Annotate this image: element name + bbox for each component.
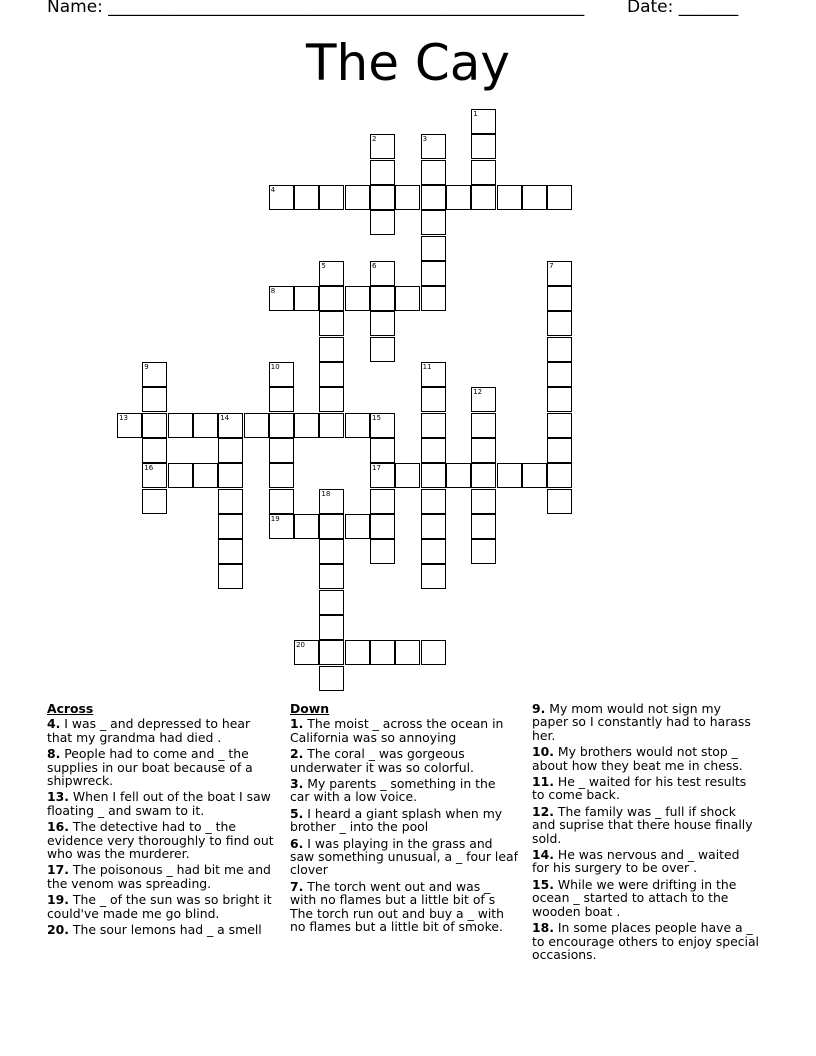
clue-number-label: 14 [220,413,230,422]
down-clue [290,717,518,744]
grid-cell[interactable] [269,286,294,311]
clue-number: 9. [532,701,546,716]
clue-number-label: 10 [270,363,280,371]
clue-number-label: 18 [321,489,331,498]
clue-text: My parents _ something in the car with a low voice. [290,776,496,805]
grid-cell[interactable] [218,463,243,488]
grid-cell[interactable] [421,185,446,210]
clue-number: 20. [47,922,69,938]
down-clue [532,805,760,845]
grid-cell[interactable] [421,236,446,261]
grid-cell[interactable] [497,185,522,210]
grid-cell[interactable] [319,286,344,311]
clue-text: He _ waited for his test results to come back. [532,774,747,803]
grid-cell[interactable] [193,463,218,488]
clue-text: The moist _ across the ocean in California was so annoying [290,716,504,745]
grid-cell[interactable] [395,286,420,311]
clue-text: While we were drifting in the ocean _ started to attach to the wooden boat . [532,876,737,919]
clue-number-label: 4 [270,185,276,194]
grid-cell[interactable] [269,438,294,463]
clue-number: 3. [290,776,304,792]
grid-cell[interactable] [421,413,446,438]
down-clue [532,848,760,875]
grid-cell[interactable] [522,463,547,488]
grid-cell[interactable] [319,337,344,362]
grid-cell[interactable] [142,362,167,387]
grid-cell[interactable] [142,489,167,514]
grid-cell[interactable] [547,413,572,438]
clue-number-label: 16 [144,464,154,473]
clue-number: 11. [532,774,554,790]
grid-cell[interactable] [319,539,344,564]
down-clue [290,807,518,834]
grid-cell[interactable] [421,640,446,665]
clue-text: The coral _ was gorgeous underwater it was so colorful. [290,746,474,775]
grid-cell[interactable] [294,640,319,665]
grid-cell[interactable] [421,210,446,235]
down-clue [290,777,518,804]
puzzle-title: The Cay [305,34,511,92]
grid-cell[interactable] [370,438,395,463]
clue-number-label: 19 [270,514,280,523]
clue-number-label: 5 [321,261,326,270]
grid-cell[interactable] [370,463,395,488]
grid-cell[interactable] [142,438,167,463]
clue-text: My brothers would not stop _ about how they beat me in chess. [532,744,743,773]
grid-cell[interactable] [370,261,395,286]
clue-text: My mom would not sign my paper so I constantly had to harass her. [532,701,751,743]
grid-cell[interactable] [370,160,395,185]
clue-number: 8. [47,746,61,762]
down-clue [532,745,760,772]
grid-cell[interactable] [471,109,496,134]
grid-cell[interactable] [421,160,446,185]
grid-cell[interactable] [547,185,572,210]
grid-cell[interactable] [370,413,395,438]
grid-cell[interactable] [142,413,167,438]
grid-cell[interactable] [370,311,395,336]
grid-cell[interactable] [269,463,294,488]
grid-cell[interactable] [370,134,395,159]
clue-number: 6. [290,835,304,851]
down-clue [532,921,760,961]
clue-number: 7. [290,878,304,894]
clue-number-label: 20 [296,641,306,650]
clue-column-across [47,702,275,940]
grid-cell[interactable] [370,539,395,564]
clue-text: The torch went out and was _ with no flames but a little bit of s The torch run out and buy a _ with no flames but a little bit of smoke. [290,878,505,935]
down-clue [532,878,760,918]
clue-text: The poisonous _ had bit me and the venom was spreading. [47,862,271,891]
grid-cell[interactable] [421,362,446,387]
grid-cell[interactable] [319,615,344,640]
clue-number: 13. [47,789,69,805]
grid-cell[interactable] [471,514,496,539]
grid-cell[interactable] [269,185,294,210]
grid-cell[interactable] [547,311,572,336]
clue-number: 1. [290,716,304,732]
grid-cell[interactable] [345,413,370,438]
across-clue [47,717,275,744]
down-clue-list-continued [532,702,760,961]
clue-number-label: 11 [422,363,432,371]
grid-cell[interactable] [142,463,167,488]
clue-number-label: 7 [549,261,554,270]
grid-cell[interactable] [421,134,446,159]
clue-number: 14. [532,847,554,863]
grid-cell[interactable] [497,463,522,488]
across-clue [47,790,275,817]
grid-cell[interactable] [218,539,243,564]
grid-cell[interactable] [547,286,572,311]
grid-cell[interactable] [294,185,319,210]
grid-cell[interactable] [319,185,344,210]
grid-cell[interactable] [446,463,471,488]
down-clue [290,747,518,774]
grid-cell[interactable] [395,463,420,488]
grid-cell[interactable] [547,261,572,286]
clue-text: I was _ and depressed to hear that my grandma had died . [47,716,251,745]
clue-text: When I fell out of the boat I saw floating _ and swam to it. [47,789,271,818]
down-clue [532,775,760,802]
grid-cell[interactable] [218,438,243,463]
grid-cell[interactable] [421,489,446,514]
grid-cell[interactable] [218,514,243,539]
grid-cell[interactable] [319,413,344,438]
grid-cell[interactable] [193,413,218,438]
grid-cell[interactable] [319,666,344,691]
clue-text: The sour lemons had _ a smell [68,922,262,938]
grid-cell[interactable] [319,311,344,336]
across-clue [47,923,275,936]
grid-cell[interactable] [421,539,446,564]
clue-number-label: 12 [473,388,483,397]
clue-number: 18. [532,920,554,936]
grid-cell[interactable] [471,185,496,210]
clue-number: 5. [290,805,304,821]
clue-text: The family was _ full if shock and suprise that there house finally sold. [532,803,753,846]
clue-number: 2. [290,746,304,762]
grid-cell[interactable] [319,640,344,665]
grid-cell[interactable] [319,362,344,387]
grid-cell[interactable] [142,387,167,412]
grid-cell[interactable] [269,489,294,514]
grid-cell[interactable] [547,337,572,362]
grid-cell[interactable] [370,286,395,311]
grid-cell[interactable] [168,463,193,488]
clue-number: 12. [532,803,554,819]
grid-cell[interactable] [319,514,344,539]
grid-cell[interactable] [471,539,496,564]
clue-number-label: 17 [372,464,381,473]
grid-cell[interactable] [117,413,142,438]
clue-number: 4. [47,716,61,732]
down-clue-list [290,717,518,933]
grid-cell[interactable] [471,387,496,412]
clue-number-label: 1 [473,110,478,118]
grid-cell[interactable] [370,185,395,210]
clue-text: The detective had to _ the evidence very thoroughly to find out who was the murderer. [47,819,274,862]
grid-cell[interactable] [218,413,243,438]
clue-text: In some places people have a _ to encourage others to enjoy special occasions. [532,920,760,962]
grid-cell[interactable] [319,261,344,286]
grid-cell[interactable] [471,413,496,438]
down-clue [290,880,518,934]
grid-cell[interactable] [471,463,496,488]
clue-number-label: 13 [119,413,128,422]
grid-cell[interactable] [446,185,471,210]
clue-number: 10. [532,744,554,760]
clue-number-label: 9 [144,363,149,371]
grid-cell[interactable] [269,362,294,387]
across-heading: Across [47,701,94,716]
grid-cell[interactable] [294,413,319,438]
clue-number-label: 2 [372,135,377,144]
grid-cell[interactable] [370,210,395,235]
clue-text: He was nervous and _ waited for his surgery to be over . [532,847,740,876]
grid-cell[interactable] [421,387,446,412]
grid-cell[interactable] [522,185,547,210]
grid-cell[interactable] [421,514,446,539]
grid-cell[interactable] [168,413,193,438]
clue-number: 15. [532,876,554,892]
grid-cell[interactable] [269,387,294,412]
down-heading: Down [290,701,330,716]
clue-text: I heard a giant splash when my brother _ into the pool [290,805,503,835]
grid-cell[interactable] [294,286,319,311]
grid-cell[interactable] [471,134,496,159]
grid-cell[interactable] [370,640,395,665]
grid-cell[interactable] [218,564,243,589]
clue-number-label: 15 [372,413,381,422]
grid-cell[interactable] [471,160,496,185]
grid-cell[interactable] [269,413,294,438]
grid-cell[interactable] [370,514,395,539]
grid-cell[interactable] [269,514,294,539]
grid-cell[interactable] [319,564,344,589]
grid-cell[interactable] [547,489,572,514]
grid-cell[interactable] [319,489,344,514]
grid-cell[interactable] [319,590,344,615]
clue-text: I was playing in the grass and saw something unusual, a _ four leaf clover [290,835,518,878]
name-field[interactable]: Name: ________________________________________________________ [47,0,585,17]
grid-cell[interactable] [345,514,370,539]
clue-text: People had to come and _ the supplies in our boat because of a shipwreck. [47,746,253,789]
clue-number-label: 6 [372,261,377,270]
grid-cell[interactable] [547,387,572,412]
grid-cell[interactable] [244,413,269,438]
grid-cell[interactable] [294,514,319,539]
grid-cell[interactable] [345,286,370,311]
grid-cell[interactable] [547,463,572,488]
grid-cell[interactable] [345,640,370,665]
date-field[interactable]: Date: _______ [627,0,739,17]
grid-cell[interactable] [395,185,420,210]
grid-cell[interactable] [370,337,395,362]
clue-column-down [290,702,518,937]
grid-cell[interactable] [218,489,243,514]
clue-number-label: 3 [422,135,428,144]
grid-cell[interactable] [421,286,446,311]
grid-cell[interactable] [345,185,370,210]
clue-column-down-continued [532,702,760,964]
across-clue [47,820,275,860]
grid-cell[interactable] [319,387,344,412]
across-clue [47,863,275,890]
down-clue [532,702,760,742]
grid-cell[interactable] [421,463,446,488]
clue-text: The _ of the sun was so bright it could've made me go blind. [47,892,272,921]
grid-cell[interactable] [395,640,420,665]
grid-cell[interactable] [547,438,572,463]
across-clue-list [47,717,275,936]
grid-cell[interactable] [421,261,446,286]
grid-cell[interactable] [421,438,446,463]
clue-number-label: 8 [270,287,276,296]
clue-number: 16. [47,819,69,835]
grid-cell[interactable] [421,564,446,589]
clue-number: 19. [47,892,69,908]
grid-cell[interactable] [471,438,496,463]
clue-number: 17. [47,862,69,878]
across-clue [47,747,275,787]
across-clue [47,893,275,920]
grid-cell[interactable] [471,489,496,514]
grid-cell[interactable] [547,362,572,387]
grid-cell[interactable] [370,489,395,514]
down-clue [290,837,518,877]
